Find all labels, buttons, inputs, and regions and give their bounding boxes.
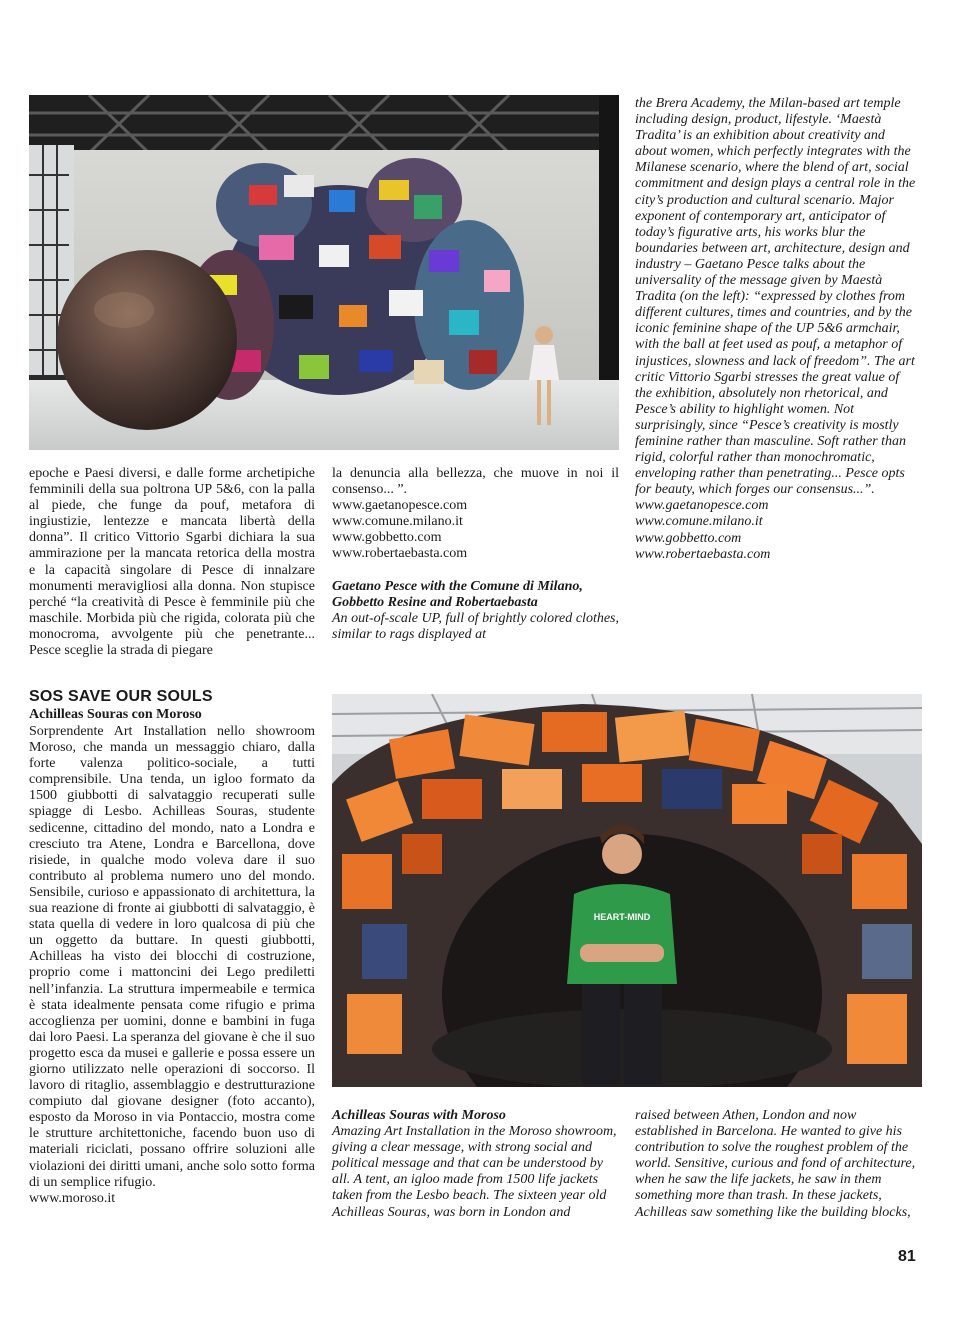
article-column-1-top	[29, 466, 315, 659]
caption-title-souras: Achilleas Souras with Moroso	[332, 1108, 506, 1123]
website-link[interactable]: www.gaetanopesce.com	[332, 498, 468, 514]
article-column-1-bottom	[29, 724, 315, 1207]
website-link[interactable]: www.gaetanopesce.com	[635, 498, 769, 514]
caption-text-souras-continued: raised between Athen, London and now established in Barcelona. He wanted to give his contribution to solve the roughest problem of the world. Sensitive, curious and fond of architecture, when he saw the life jackets, he saw in them something more than trash. In these jackets, Achilleas saw something like the building blocks,	[635, 1108, 916, 1220]
website-link[interactable]: www.robertaebasta.com	[635, 546, 771, 562]
website-link[interactable]: www.comune.milano.it	[332, 514, 463, 530]
website-link[interactable]: www.gobbetto.com	[332, 530, 442, 546]
website-link[interactable]: www.comune.milano.it	[635, 514, 763, 530]
body-text-italian-souras: Sorprendente Art Installation nello showroom Moroso, che manda un messaggio chiaro, dalla forte valenza politico-sociale, a tutti comprensibile. Una tenda, un igloo formato da 1500 giubbotti di salvataggio recuperati sulle spiagge di Lesbo. Achilleas Souras, studente sedicenne, cittadino del mondo, nato a Londra e cresciuto tra Atene, Londra e Barcellona, dove risiede, in qualche modo voleva dare il suo contributo al problema numero uno del mondo. Sensibile, curioso e appassionato di architettura, la sua reazione di fronte ai giubbotti di salvataggio, è stata quella di vedere in loro qualcosa di più che un oggetto da buttare. In questi giubbotti, Achilleas ha visto dei blocchi di costruzione, proprio come i mattoncini dei Lego prediletti nell’infanzia. La struttura impermeabile e termica è stata idealmente pensata come rifugio e prima accoglienza per uomini, donne e bambini in fuga dai loro Paesi. La speranza del giovane è che il suo progetto esca da musei e gallerie e possa essere un giorno utilizzato nelle operazioni di soccorso. Il lavoro di ritaglio, assemblaggio e destrutturazione compiuto dal giovane designer (foto accanto), esposto da Moroso in via Pontaccio, mostra come le strutture architettoniche, facendo buon uso di materiali riciclati, possano offrire soluzioni alle violazioni dei diritti umani, anche solo sotto forma di un semplice rifugio.	[29, 724, 315, 1190]
body-text-italian-pesce: epoche e Paesi diversi, e dalle forme archetipiche femminili della sua poltrona UP 5&6, con la palla al piede, che funge da pouf, metafora di ingiustizie, lentezze e mancata libertà della donna”. Il critico Vittorio Sgarbi dichiara la sua ammirazione per la mancata retorica della mostra e la capacità singolare di Pesce di innalzare monumenti meravigliosi alla donna. Non stupisce perché “la creatività di Pesce è femminile più che maschile. Morbida più che rigida, colorata più che monocroma, avvolgente più che penetrante... Pesce sceglie la strada di piegare	[29, 466, 315, 659]
section-heading: SOS SAVE OUR SOULS	[29, 688, 213, 705]
caption-text-souras: Amazing Art Installation in the Moroso showroom, giving a clear message, with strong social and political message and that can be understood by all. A tent, an igloo made from 1500 life jackets taken from the Lesbo beach. The sixteen year old Achilleas Souras, was born in London and	[332, 1124, 617, 1220]
website-link[interactable]: www.moroso.it	[29, 1190, 116, 1206]
caption-title-pesce: Gaetano Pesce with the Comune di Milano, Gobbetto Resine and Robertaebasta	[332, 578, 583, 610]
photo-igloo-life-jackets	[332, 694, 922, 1087]
article-column-2-top	[332, 466, 619, 643]
caption-text-pesce: An out-of-scale UP, full of brightly colored clothes, similar to rags displayed at	[332, 610, 619, 642]
section-subheading: Achilleas Souras con Moroso	[29, 707, 202, 722]
website-link[interactable]: www.gobbetto.com	[635, 530, 742, 546]
website-link[interactable]: www.robertaebasta.com	[332, 546, 468, 562]
article-column-2-bottom	[332, 1108, 619, 1221]
article-column-3-bottom	[635, 1108, 922, 1221]
tshirt-text: HEART-MIND	[593, 912, 651, 922]
body-text-italian-pesce-end: la denuncia alla bellezza, che muove in noi il consenso... ”.	[332, 466, 619, 498]
article-column-3-top	[635, 96, 919, 563]
photo-maesta-tradita	[29, 95, 619, 450]
page-number: 81	[898, 1248, 916, 1265]
body-text-english-pesce: the Brera Academy, the Milan-based art temple including design, product, lifestyle. ‘Maestà Tradita’ is an exhibition about creativity and about women, which perfectly integrates with the Milanese scenario, where the blend of art, social commitment and design plays a central role in the city’s production and cultural scenario. Major exponent of contemporary art, anticipator of today’s figurative arts, his works blur the boundaries between art, architecture, design and industry – Gaetano Pesce talks about the universality of the message given by Maestà Tradita (on the left): “expressed by clothes from different cultures, times and countries, and by the iconic feminine shape of the UP 5&6 armchair, with the ball at feet used as pouf, a metaphor of injustices, slowness and lack of freedom”. The art critic Vittorio Sgarbi stresses the great value of the exhibition, absolutely non rhetorical, and Pesce’s ability to highlight women. Not surprisingly, since “Pesce’s creativity is mostly feminine rather than masculine. Soft rather than rigid, colorful rather than monochromatic, enveloping rather than penetrating... Pesce opts for beauty, which forges our consensus...”.	[635, 96, 916, 498]
